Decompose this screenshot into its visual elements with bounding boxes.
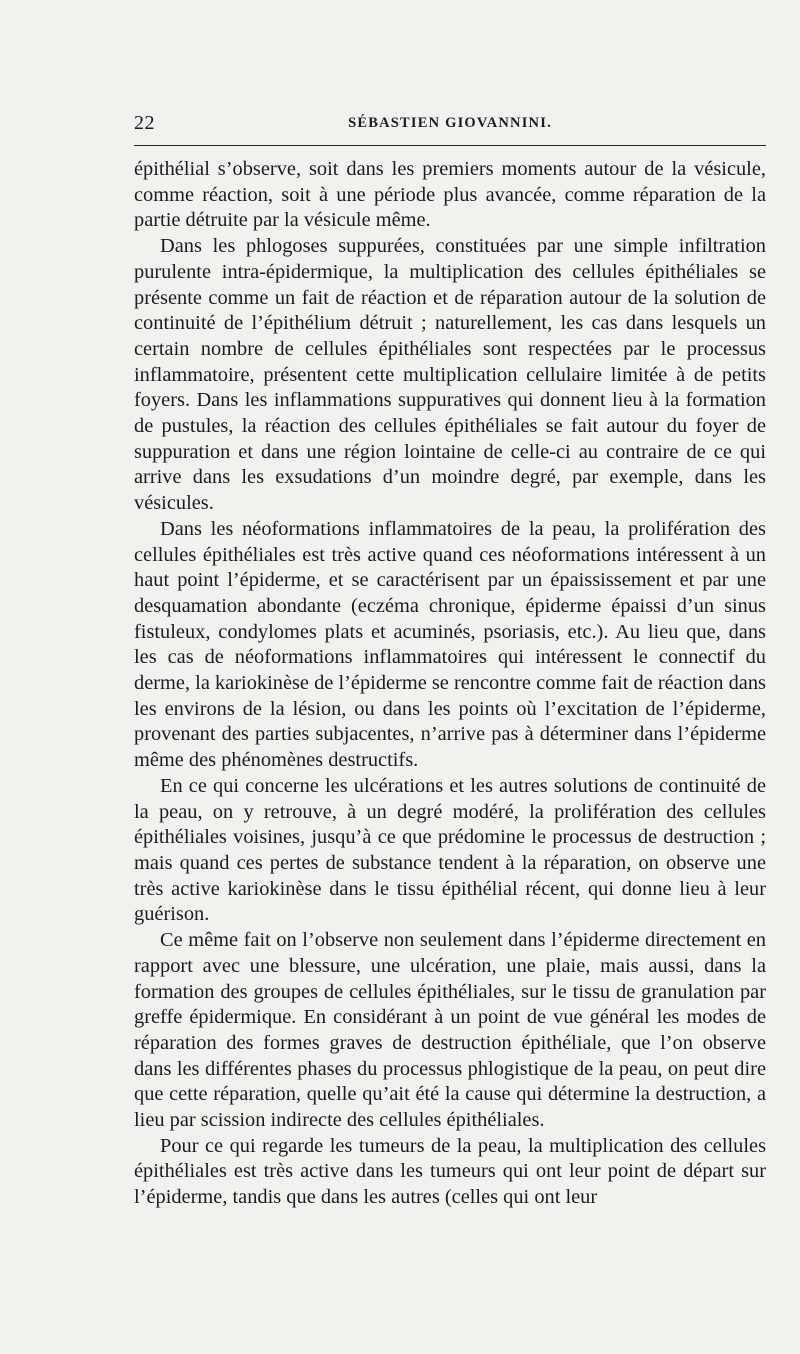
paragraph: En ce qui concerne les ulcérations et les autres solutions de continuité de la peau, on y retrouve, à un degré modéré, la prolifération des cellules épithéliales voisines, jusqu’à ce que prédomine le processus de destruction ; mais quand ces pertes de substance tendent à la réparation, on observe une très active kariokinèse dans le tissu épithélial récent, qui donne lieu à leur guérison. (134, 774, 766, 926)
page-header (134, 112, 766, 136)
paragraph: Dans les phlogoses suppurées, constituées par une simple infiltration purulente intra-épidermique, la multiplication des cellules épithéliales se présente comme un fait de réaction et de réparation autour de la solution de continuité de l’épithélium détruit ; naturellement, les cas dans lesquels un certain nombre de cellules épithéliales sont respectées par le processus inflammatoire, présentent cette multiplication cellulaire limitée à de petits foyers. Dans les inflammations suppuratives qui donnent lieu à la formation de pustules, la réaction des cellules épithéliales se fait autour du foyer de suppuration et dans une région lointaine de celle-ci au contraire de ce qui arrive dans les exsudations d’un moindre degré, par exemple, dans les vésicules. (134, 235, 766, 515)
paragraph: Pour ce qui regarde les tumeurs de la peau, la multiplication des cellules épithéliales est très active dans les tumeurs qui ont leur point de départ sur l’épiderme, tandis que dans les autres (celles qui ont leur (134, 1134, 766, 1209)
body-text (134, 157, 766, 1211)
header-rule (134, 145, 766, 146)
paragraph: épithélial s’observe, soit dans les premiers moments autour de la vésicule, comme réaction, soit à une période plus avancée, comme réparation de la partie détruite par la vésicule même. (134, 158, 766, 232)
page-number: 22 (134, 112, 155, 134)
paragraph: Ce même fait on l’observe non seulement dans l’épiderme directement en rapport avec une blessure, une ulcération, une plaie, mais aussi, dans la formation des groupes de cellules épithéliales, sur le tissu de granulation par greffe épidermique. En considérant à un point de vue général les modes de réparation des formes graves de destruction épithéliale, que l’on observe dans les différentes phases du processus phlogistique de la peau, on peut dire que cette réparation, quelle qu’ait été la cause qui détermine la destruction, a lieu par scission indirecte des cellules épithéliales. (134, 929, 766, 1132)
running-title: SÉBASTIEN GIOVANNINI. (348, 115, 552, 131)
paragraph: Dans les néoformations inflammatoires de la peau, la prolifération des cellules épithéliales est très active quand ces néoformations intéressent à un haut point l’épiderme, et se caractérisent par un épaississement et par une desquamation abondante (eczéma chronique, épiderme épaissi d’un sinus fistuleux, condylomes plats et acuminés, psoriasis, etc.). Au lieu que, dans les cas de néoformations inflammatoires qui intéressent le connectif du derme, la kariokinèse de l’épiderme se rencontre comme fait de réaction dans les environs de la lésion, ou dans les points où l’excitation de l’épiderme, provenant des parties subjacentes, n’arrive pas à déterminer dans l’épiderme même des phénomènes destructifs. (134, 517, 766, 772)
